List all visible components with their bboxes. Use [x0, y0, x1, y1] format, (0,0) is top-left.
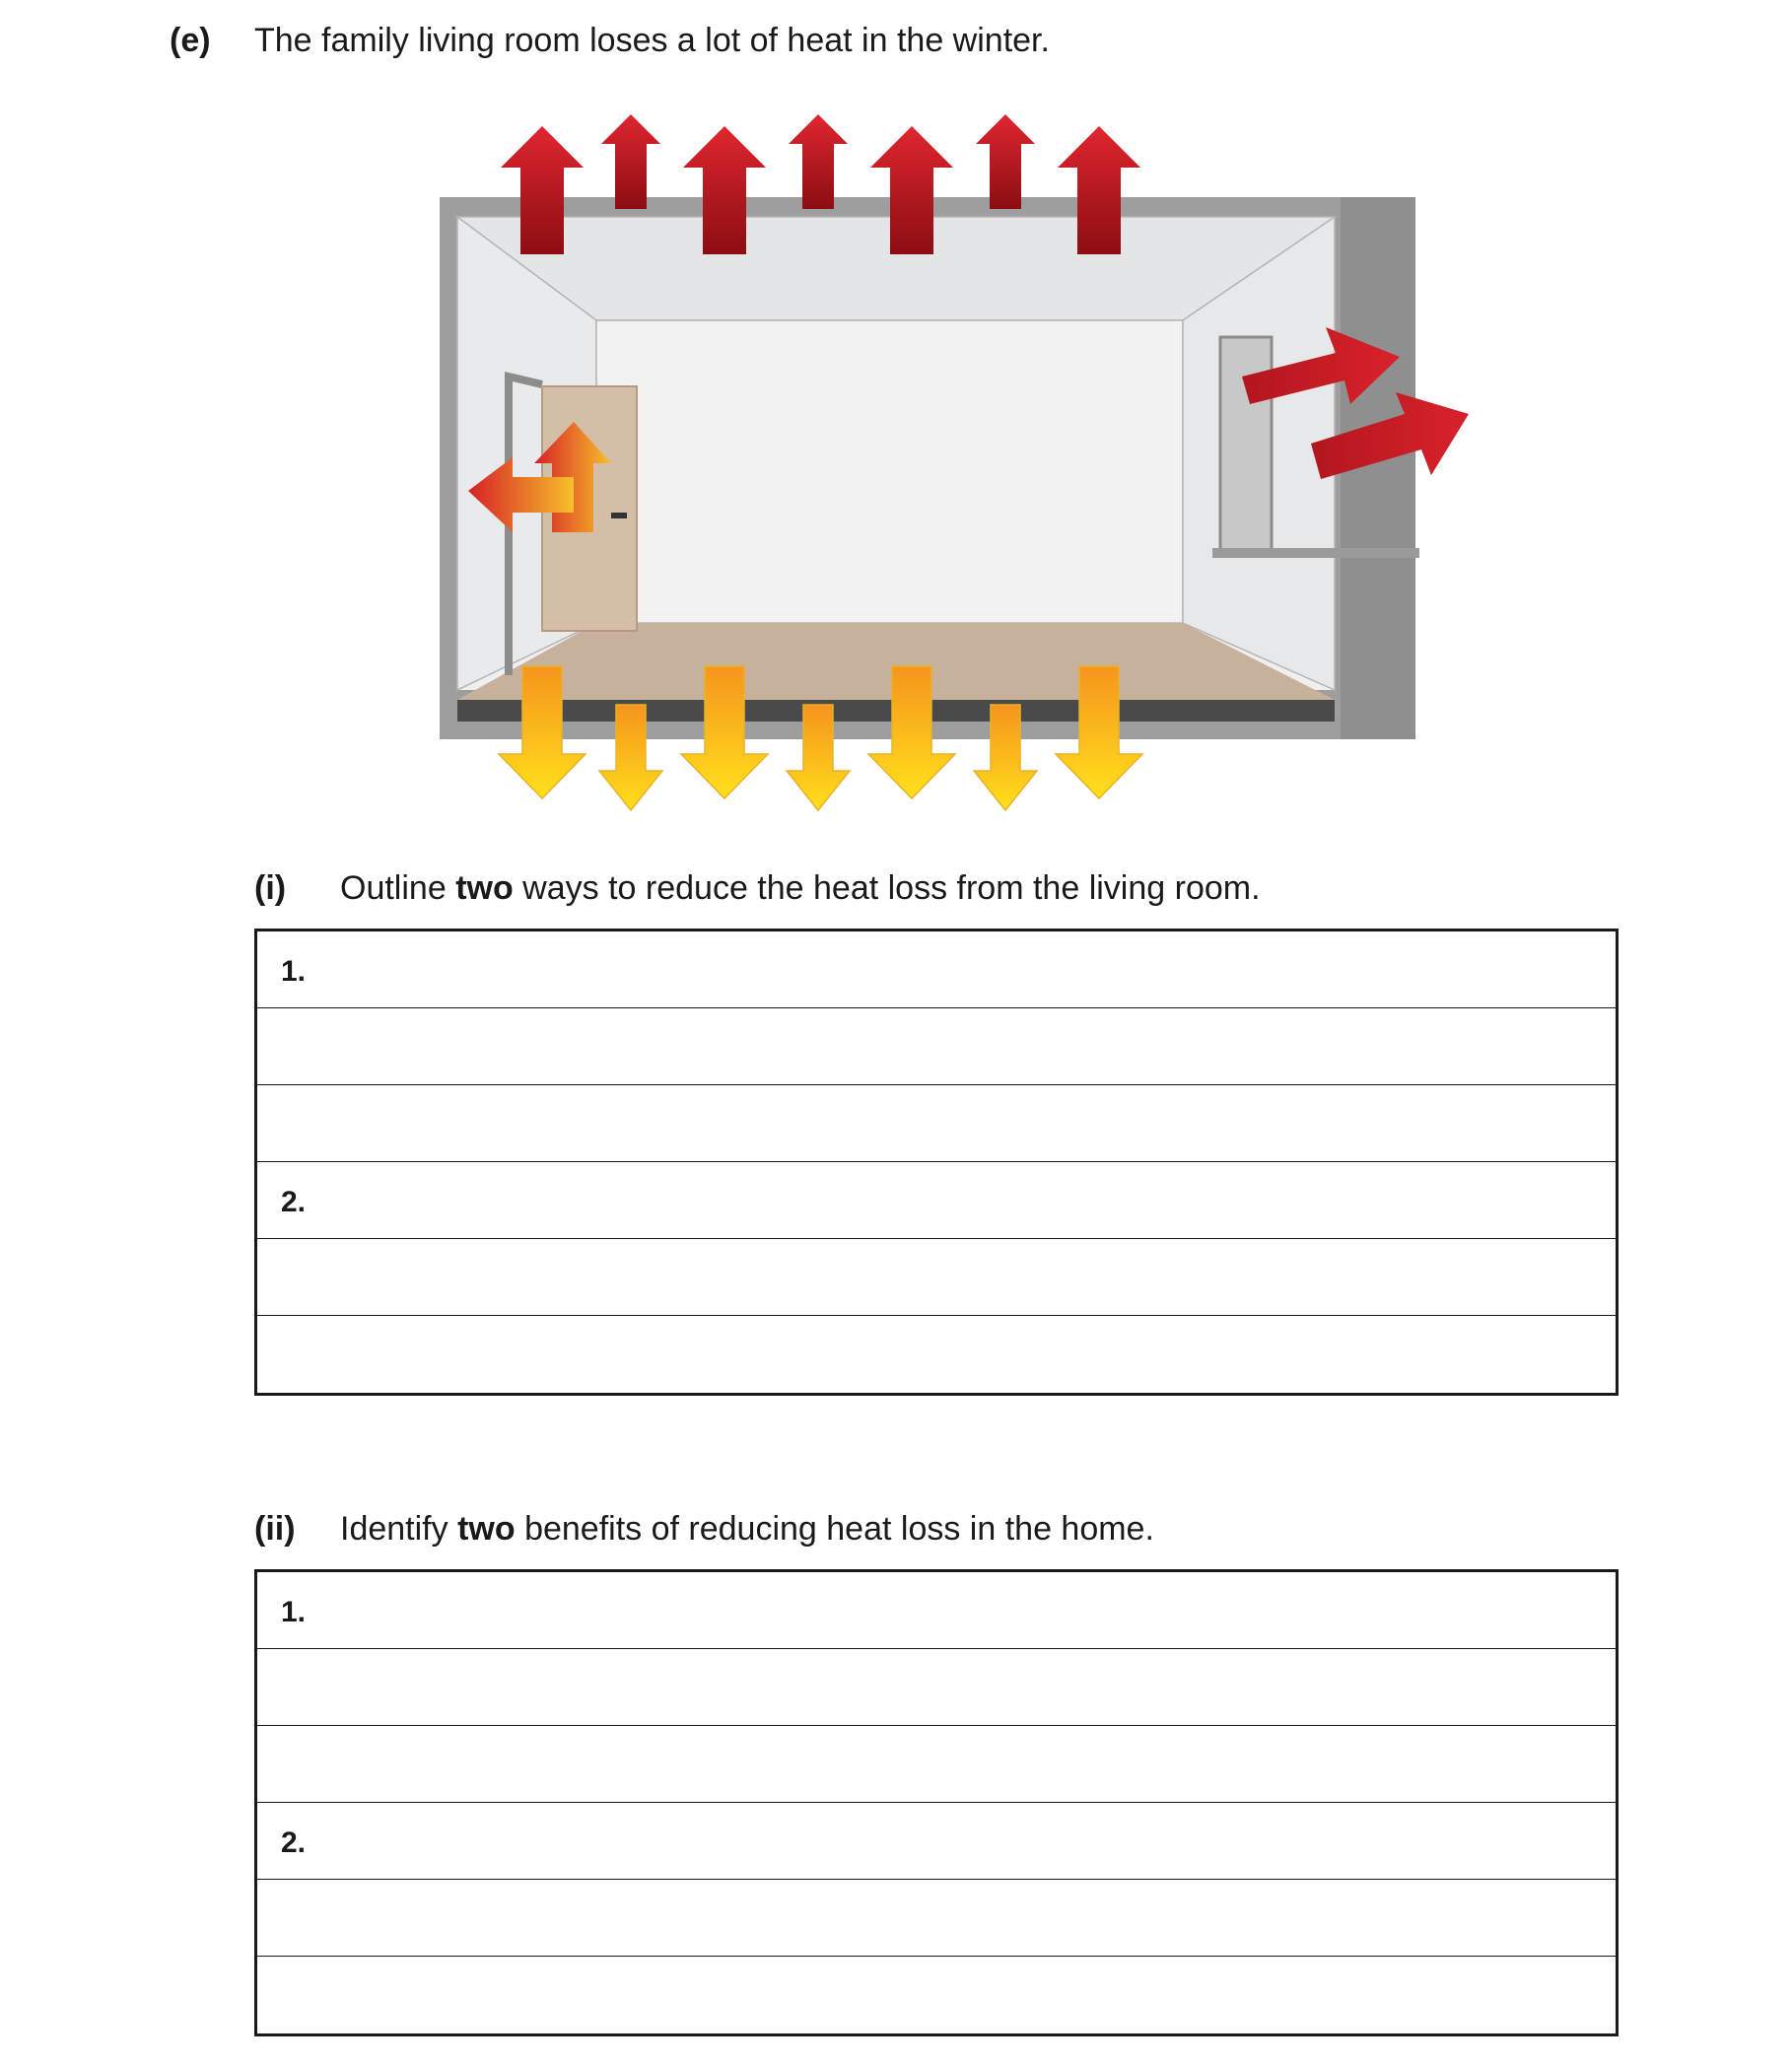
- heat-up-arrow: [976, 114, 1035, 209]
- answer-line[interactable]: [257, 1239, 1616, 1316]
- answer-box-i[interactable]: [254, 929, 1619, 1396]
- answer-line-number: 1.: [281, 1596, 307, 1628]
- answer-line[interactable]: [257, 1085, 1616, 1162]
- heat-up-arrow: [601, 114, 660, 209]
- part-i-label: (i): [254, 869, 287, 907]
- door-handle: [611, 513, 627, 518]
- answer-line[interactable]: [257, 1957, 1616, 2033]
- answer-line[interactable]: [257, 1572, 1616, 1649]
- answer-line[interactable]: [257, 1649, 1616, 1726]
- window-frame: [1220, 337, 1272, 552]
- part-i-text: Outline two ways to reduce the heat loss from the living room.: [340, 869, 1261, 907]
- answer-line[interactable]: [257, 1880, 1616, 1957]
- answer-line[interactable]: [257, 1316, 1616, 1393]
- answer-line[interactable]: [257, 1008, 1616, 1085]
- answer-line[interactable]: [257, 1162, 1616, 1239]
- answer-line[interactable]: [257, 931, 1616, 1008]
- answer-line[interactable]: [257, 1803, 1616, 1880]
- part-ii-text: Identify two benefits of reducing heat loss in the home.: [340, 1510, 1154, 1548]
- answer-box-ii[interactable]: [254, 1569, 1619, 2036]
- question-label: (e): [170, 22, 211, 59]
- back-wall: [596, 320, 1183, 623]
- heat-loss-diagram: [424, 108, 1488, 818]
- answer-line-number: 2.: [281, 1826, 307, 1859]
- part-ii-label: (ii): [254, 1510, 296, 1548]
- answer-line-number: 1.: [281, 955, 307, 988]
- answer-line[interactable]: [257, 1726, 1616, 1803]
- question-text: The family living room loses a lot of heat in the winter.: [254, 22, 1050, 59]
- answer-line-number: 2.: [281, 1186, 307, 1218]
- heat-up-arrow: [789, 114, 848, 209]
- window-sill: [1212, 548, 1419, 558]
